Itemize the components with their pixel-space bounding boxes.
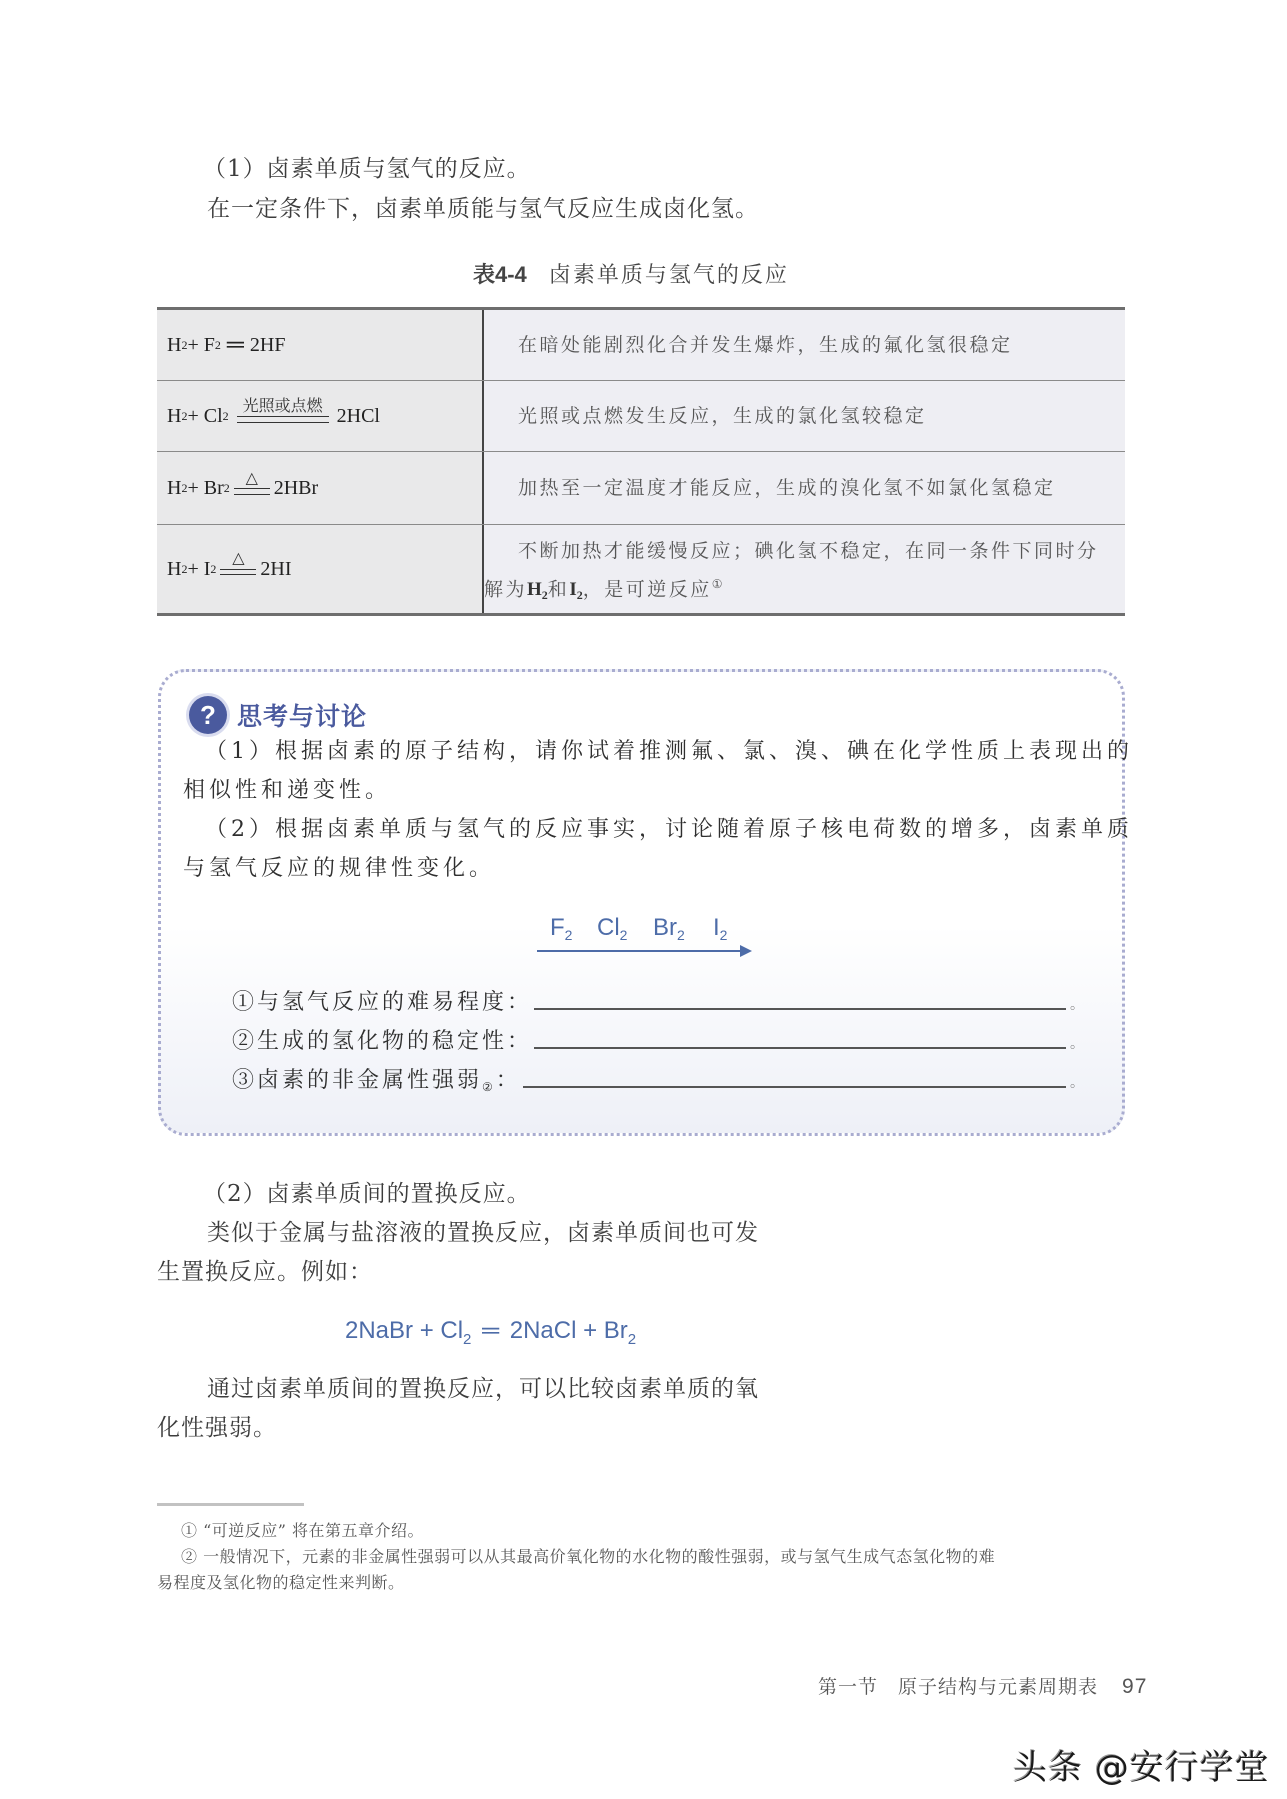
equation-cell: H 2 + I 2 △ 2HI bbox=[157, 525, 484, 613]
displacement-equation: 2NaBr + $Cl_2$ ═ 2NaCl + $Br_2$ bbox=[345, 1317, 637, 1348]
answer-blank-1[interactable] bbox=[534, 1008, 1066, 1010]
page-footer bbox=[818, 1672, 1147, 1699]
discussion-question-2: （2）根据卤素单质与氢气的反应事实，讨论随着原子核电荷数的增多，卤素单质 与氢气反应的规律性变化。 bbox=[183, 817, 1133, 881]
footnote-divider bbox=[157, 1503, 304, 1506]
footer-section-title: 第一节 原子结构与元素周期表 bbox=[818, 1676, 1099, 1698]
table-caption bbox=[473, 258, 789, 289]
table-row bbox=[157, 380, 1125, 451]
discussion-question-1: （1）根据卤素的原子结构，请你试着推测氟、氯、溴、碘在化学性质上表现出的 相似性和递变性。 bbox=[183, 739, 1133, 803]
description-cell: 加热至一定温度才能反应，生成的溴化氢不如氯化氢稳定 bbox=[484, 452, 1125, 524]
page-number: 97 bbox=[1122, 1675, 1148, 1698]
question-icon: ? bbox=[189, 696, 227, 734]
section2-heading: （2）卤素单质间的置换反应。 bbox=[203, 1181, 531, 1207]
section2-para1-line2: 生置换反应。例如： bbox=[157, 1259, 373, 1285]
table-number: 表4-4 bbox=[473, 262, 527, 287]
section1-heading: （1）卤素单质与氢气的反应。 bbox=[203, 156, 531, 182]
heat-condition-arrow: △ bbox=[234, 470, 270, 495]
halogen-cl2: $Cl_2$ bbox=[597, 914, 628, 943]
halogen-f2: $F_2$ bbox=[550, 914, 573, 943]
table-title: 卤素单质与氢气的反应 bbox=[548, 263, 789, 288]
equation-cell: H 2 + Br 2 △ 2HBr bbox=[157, 452, 484, 524]
reversible-arrow: △ bbox=[220, 550, 256, 577]
footnote-2-line1: ② 一般情况下，元素的非金属性强弱可以从其最高价氧化物的水化物的酸性强弱，或与氢气生成气态氢化物的难 bbox=[181, 1547, 996, 1566]
footnote-2-line2: 易程度及氢化物的稳定性来判断。 bbox=[157, 1573, 405, 1592]
reaction-table bbox=[157, 307, 1125, 616]
answer-blank-2[interactable] bbox=[534, 1047, 1066, 1049]
halogen-br2: $Br_2$ bbox=[653, 914, 685, 943]
trend-arrow bbox=[537, 950, 742, 952]
equation-cell: H 2 + F 2 ═ 2HF bbox=[157, 310, 484, 380]
blank-reaction-ease: ①与氢气反应的难易程度： 。 bbox=[232, 990, 1087, 1015]
answer-blank-3[interactable] bbox=[523, 1086, 1066, 1088]
section2-para1-line1: 类似于金属与盐溶液的置换反应，卤素单质间也可发 bbox=[207, 1220, 759, 1246]
description-cell: 光照或点燃发生反应，生成的氯化氢较稳定 bbox=[484, 381, 1125, 451]
section1-intro: 在一定条件下，卤素单质能与氢气反应生成卤化氢。 bbox=[207, 196, 759, 222]
description-cell: 在暗处能剧烈化合并发生爆炸，生成的氟化氢很稳定 bbox=[484, 310, 1125, 380]
table-row bbox=[157, 451, 1125, 524]
blank-nonmetallic-strength: ③卤素的非金属性强弱 $_②$ ： 。 bbox=[232, 1068, 1087, 1094]
discussion-title: ? 思考与讨论 bbox=[189, 696, 367, 734]
watermark: 头条 @安行学堂 bbox=[1013, 1748, 1270, 1788]
footnote-ref-2[interactable]: ② bbox=[482, 1080, 496, 1094]
condition-arrow: 光照或点燃 bbox=[237, 398, 329, 423]
footnote-ref-1[interactable]: ① bbox=[711, 577, 725, 591]
footnote-1: ① “可逆反应” 将在第五章介绍。 bbox=[181, 1521, 425, 1540]
description-cell: 不断加热才能缓慢反应；碘化氢不稳定，在同一条件下同时分 解为$H_2$和$I_2$，是可逆反应① bbox=[484, 525, 1125, 613]
halogen-i2: $I_2$ bbox=[713, 914, 728, 943]
section2-para2-line1: 通过卤素单质间的置换反应，可以比较卤素单质的氧 bbox=[207, 1376, 759, 1402]
table-row bbox=[157, 310, 1125, 380]
table-row bbox=[157, 524, 1125, 613]
equation-cell: H 2 + Cl 2 光照或点燃 2HCl bbox=[157, 381, 484, 451]
blank-hydride-stability: ②生成的氢化物的稳定性： 。 bbox=[232, 1029, 1087, 1054]
section2-para2-line2: 化性强弱。 bbox=[157, 1415, 277, 1441]
